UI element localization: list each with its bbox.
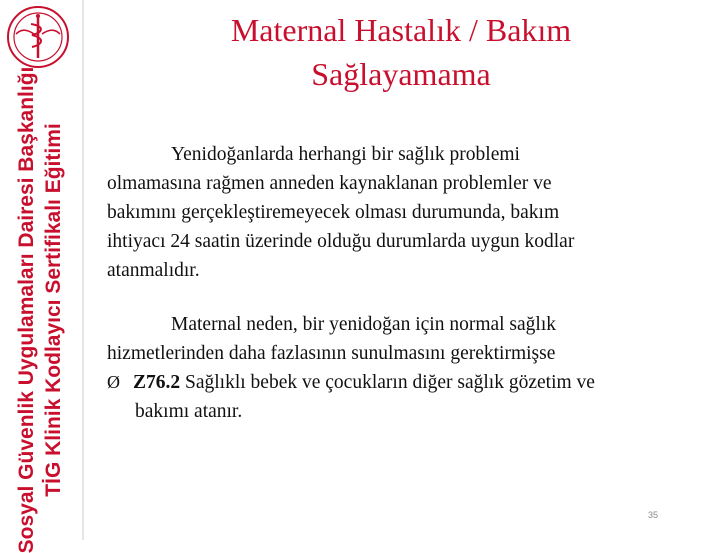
title-line2: Sağlayamama [311, 56, 491, 92]
bullet-item [107, 368, 707, 397]
ministry-health-emblem-icon [4, 4, 72, 70]
sidebar-title-line2: TİG Klinik Kodlayıcı Sertifikalı Eğitimi [42, 123, 65, 497]
page-number: 35 [648, 510, 659, 520]
paragraph-1-line: olmamasına rağmen anneden kaynaklanan problemler ve [107, 173, 552, 194]
paragraph-1 [107, 140, 707, 285]
sidebar-divider [82, 0, 84, 540]
paragraph-1-line: ihtiyacı 24 saatin üzerinde olduğu durumlarda uygun kodlar [107, 231, 575, 252]
paragraph-1-line: bakımını gerçekleştiremeyecek olması durumunda, bakım [107, 202, 560, 223]
arrow-bullet-icon: Ø [107, 372, 120, 392]
sidebar [0, 0, 80, 553]
sidebar-title-line1: Sosyal Güvenlik Uygulamaları Dairesi Başkanlığı [15, 66, 38, 553]
sidebar-vertical-title [13, 67, 67, 553]
paragraph-2 [107, 310, 707, 426]
paragraph-2-line: Maternal neden, bir yenidoğan için normal sağlık [171, 314, 557, 335]
paragraph-1-line: atanmalıdır. [107, 260, 200, 281]
title-line1: Maternal Hastalık / Bakım [230, 12, 572, 48]
paragraph-2-line: hizmetlerinden daha fazlasının sunulmasını gerektirmişse [107, 343, 556, 364]
bullet-code: Z76.2 [133, 372, 181, 393]
paragraph-1-line: Yenidoğanlarda herhangi bir sağlık problemi [171, 144, 520, 165]
page-title [92, 8, 710, 96]
bullet-continuation: bakımı atanır. [135, 401, 243, 422]
sidebar-title-wrap [0, 66, 80, 553]
bullet-text: Sağlıklı bebek ve çocukların diğer sağlık gözetim ve [180, 372, 595, 393]
